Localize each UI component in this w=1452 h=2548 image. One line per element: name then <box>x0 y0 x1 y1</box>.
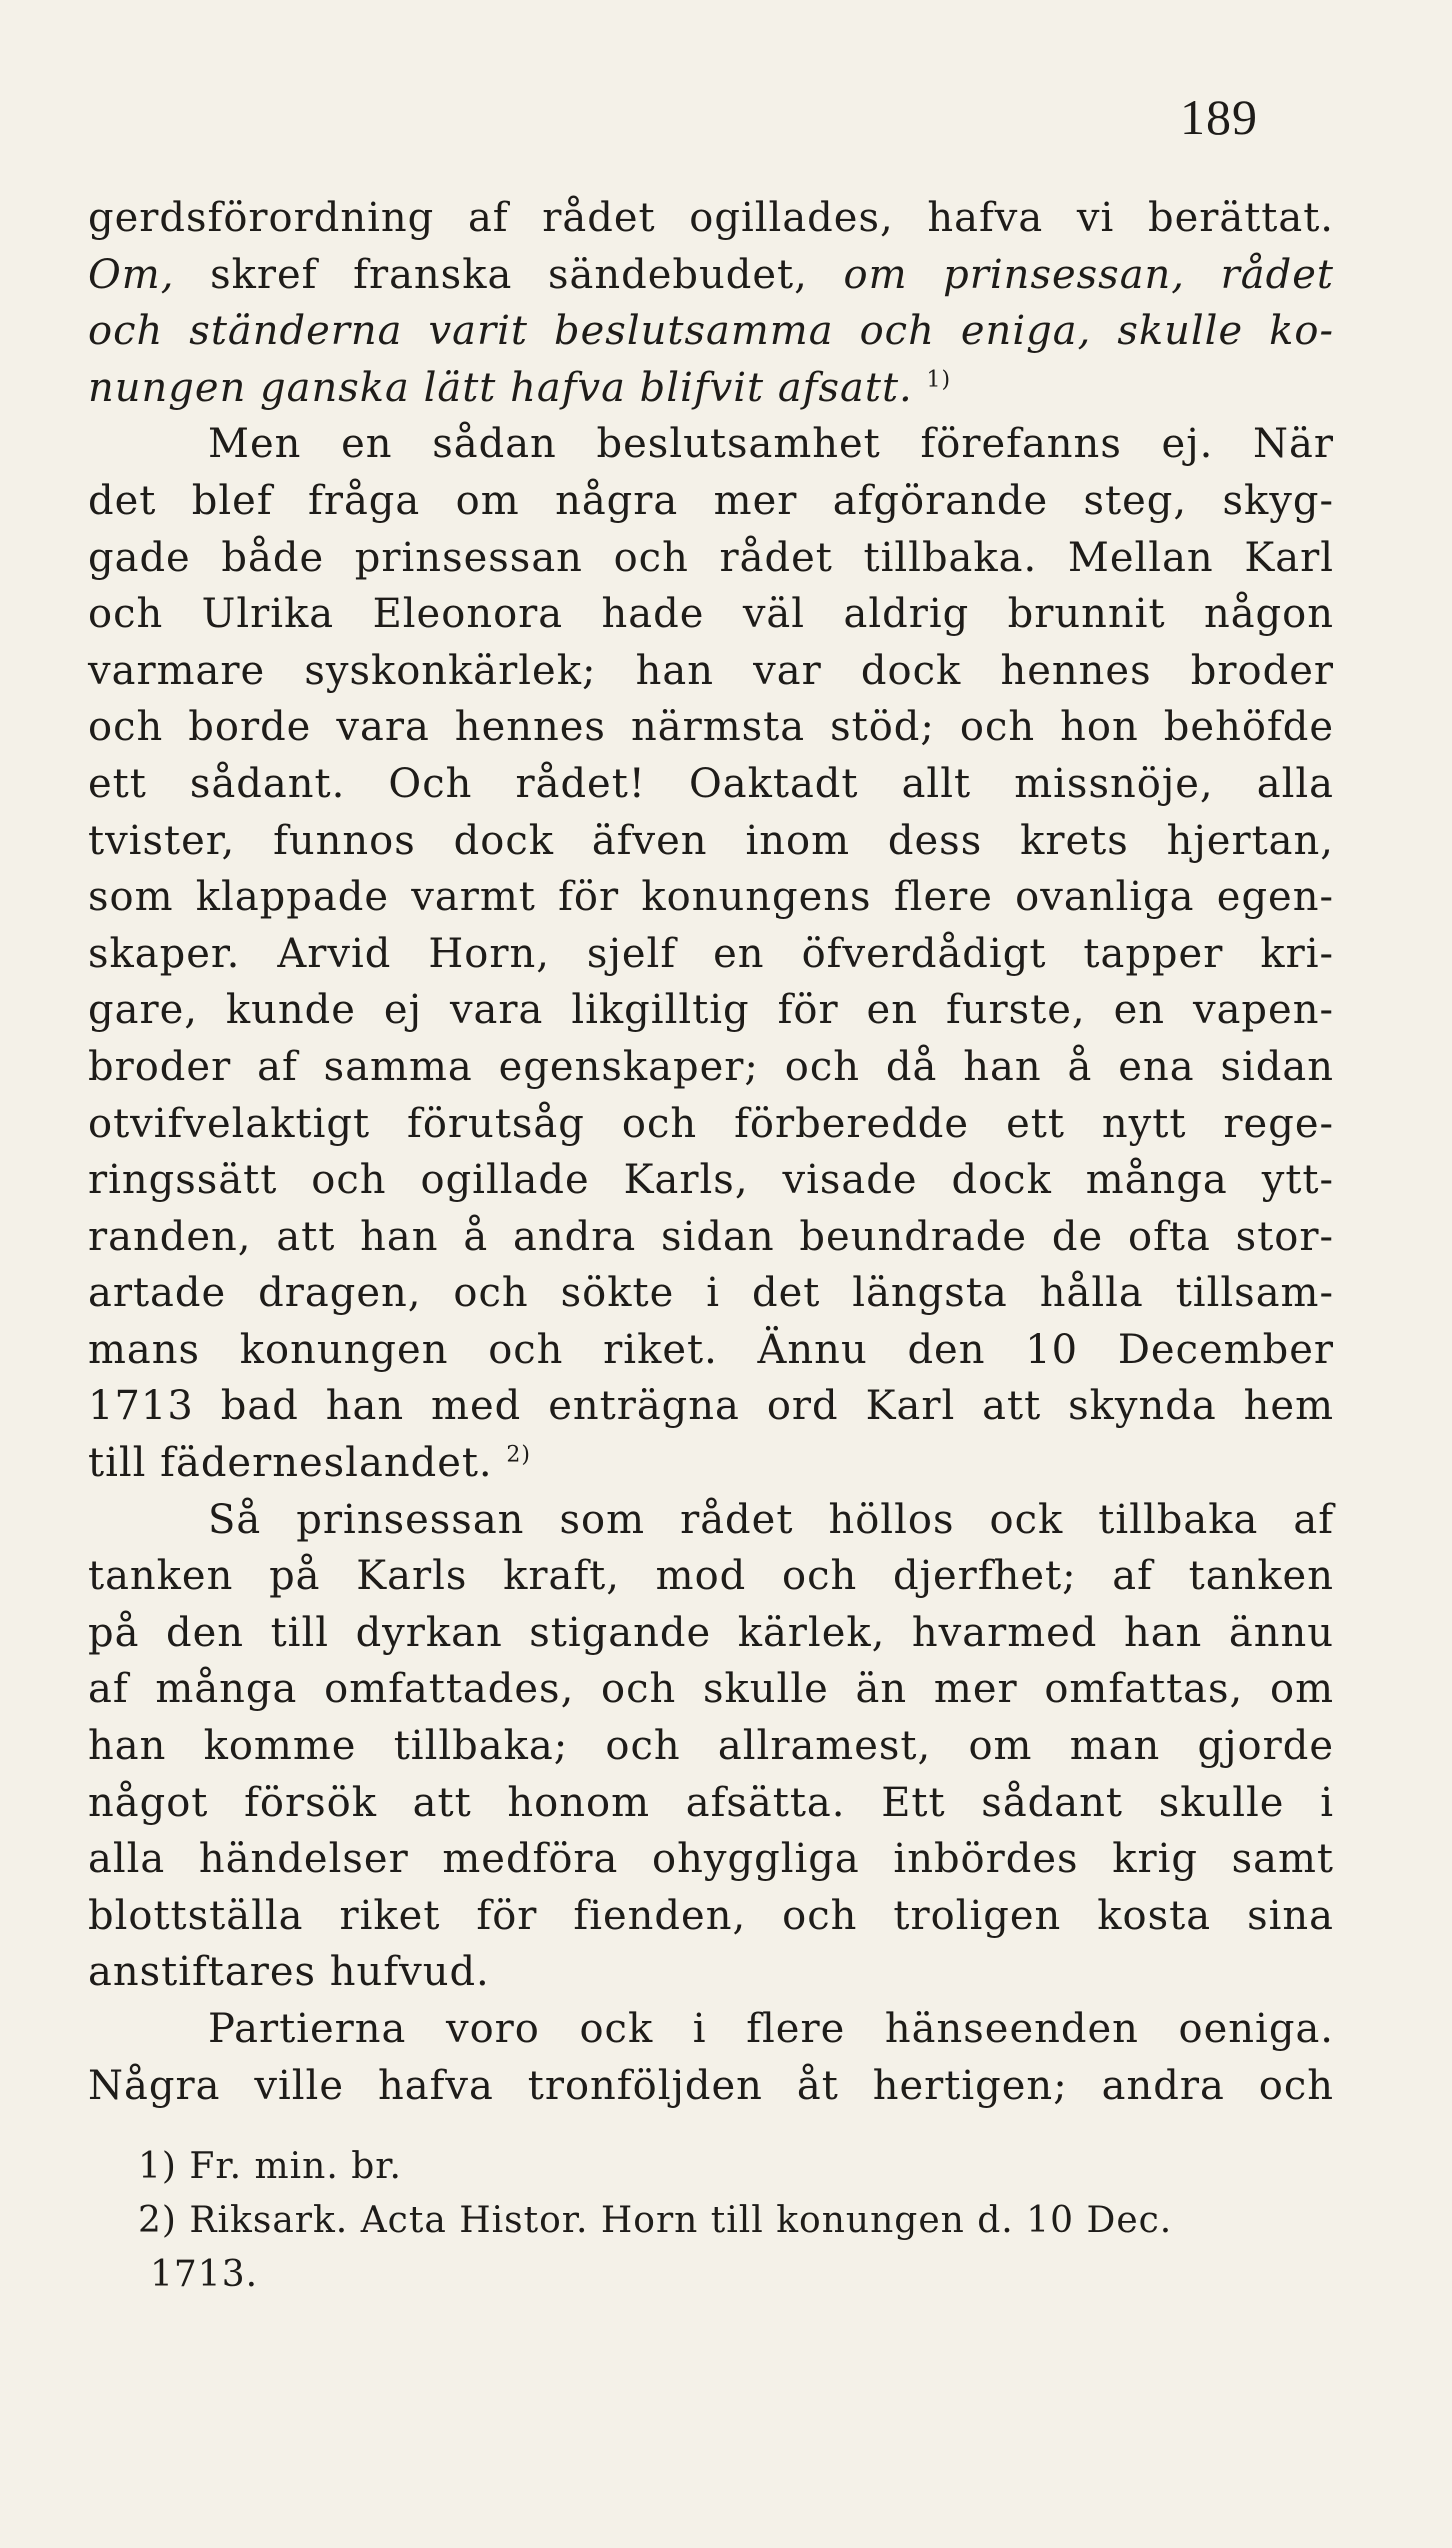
text-line: blottställa riket för fienden, och troligen kosta sina <box>88 1892 1334 1939</box>
italic-word: Om, <box>88 251 175 298</box>
text-line: Partierna voro ock i flere hänseenden oeniga. <box>208 2006 1334 2052</box>
text-line: af många omfattades, och skulle än mer omfattas, om <box>88 1666 1334 1713</box>
text-line: gade både prinsessan och rådet tillbaka. Mellan Karl <box>88 534 1334 581</box>
footnote-continuation: 1713. <box>150 2254 259 2295</box>
text-line: han komme tillbaka; och allramest, om man gjorde <box>88 1723 1334 1770</box>
page-number: 189 <box>1180 89 1258 145</box>
text-line: ringssätt och ogillade Karls, visade dock många ytt- <box>88 1157 1334 1204</box>
text-line <box>88 247 1334 304</box>
text-line: otvifvelaktigt förutsåg och förberedde ett nytt rege- <box>88 1100 1334 1147</box>
footnote-marker: 2) <box>138 2200 177 2241</box>
footnote-text: Fr. min. br. <box>189 2146 402 2187</box>
footnote-ref: 1) <box>926 367 952 393</box>
text-line: mans konungen och riket. Ännu den 10 December <box>88 1326 1334 1373</box>
text-line: anstiftares hufvud. <box>88 1949 490 1996</box>
text-line <box>88 1435 1334 1492</box>
footnote-text: Riksark. Acta Histor. Horn till konungen d. 10 Dec. <box>189 2200 1173 2241</box>
text-line: 1713 bad han med enträgna ord Karl att skynda hem <box>88 1383 1334 1430</box>
text-line: randen, att han å andra sidan beundrade de ofta stor- <box>88 1213 1334 1260</box>
text-segment: skref franska sändebudet, <box>210 251 808 298</box>
text-line: och ständerna varit beslutsamma och eniga, skulle ko- <box>88 308 1334 355</box>
text-line: något försök att honom afsätta. Ett sådant skulle i <box>88 1779 1334 1826</box>
text-line: Men en sådan beslutsamhet förefanns ej. När <box>208 421 1334 468</box>
text-line: och Ulrika Eleonora hade väl aldrig brunnit någon <box>88 591 1334 638</box>
text-line: ett sådant. Och rådet! Oaktadt allt missnöje, alla <box>88 760 1334 807</box>
text-line: Några ville hafva tronföljden åt hertigen; andra och <box>88 2062 1334 2109</box>
text-line: och borde vara hennes närmsta stöd; och hon behöfde <box>88 704 1334 751</box>
footnote-marker: 1) <box>138 2146 177 2187</box>
footnote-ref: 2) <box>506 1442 531 1468</box>
text-line: det blef fråga om några mer afgörande steg, skyg- <box>88 477 1334 524</box>
footnote <box>138 2194 1334 2248</box>
footnote <box>138 2140 1334 2194</box>
text-line: skaper. Arvid Horn, sjelf en öfverdådigt tapper kri- <box>88 930 1334 977</box>
text-line: alla händelser medföra ohyggliga inbördes krig samt <box>88 1836 1334 1883</box>
text-line: gerdsförordning af rådet ogillades, hafva vi berättat. <box>88 195 1334 241</box>
text-line: gare, kunde ej vara likgilltig för en furste, en vapen- <box>88 987 1334 1034</box>
footnotes <box>138 2140 1334 2302</box>
text-line <box>88 360 1334 417</box>
italic-segment: om prinsessan, rådet <box>843 251 1335 298</box>
text-line: varmare syskonkärlek; han var dock hennes broder <box>88 647 1334 694</box>
body-text <box>88 190 1334 2114</box>
text-line: Så prinsessan som rådet höllos ock tillbaka af <box>208 1496 1334 1543</box>
text-line: på den till dyrkan stigande kärlek, hvarmed han ännu <box>88 1609 1334 1656</box>
text-line: tanken på Karls kraft, mod och djerfhet; af tanken <box>88 1553 1334 1600</box>
text-segment: till fäderneslandet. <box>88 1440 493 1487</box>
text-line: som klappade varmt för konungens flere ovanliga egen- <box>88 874 1334 921</box>
text-line: artade dragen, och sökte i det längsta hålla tillsam- <box>88 1270 1334 1317</box>
text-line: broder af samma egenskaper; och då han å ena sidan <box>88 1043 1334 1090</box>
text-segment: nungen ganska lätt hafva blifvit afsatt. <box>88 364 913 411</box>
text-line: tvister, funnos dock äfven inom dess krets hjertan, <box>88 817 1334 864</box>
